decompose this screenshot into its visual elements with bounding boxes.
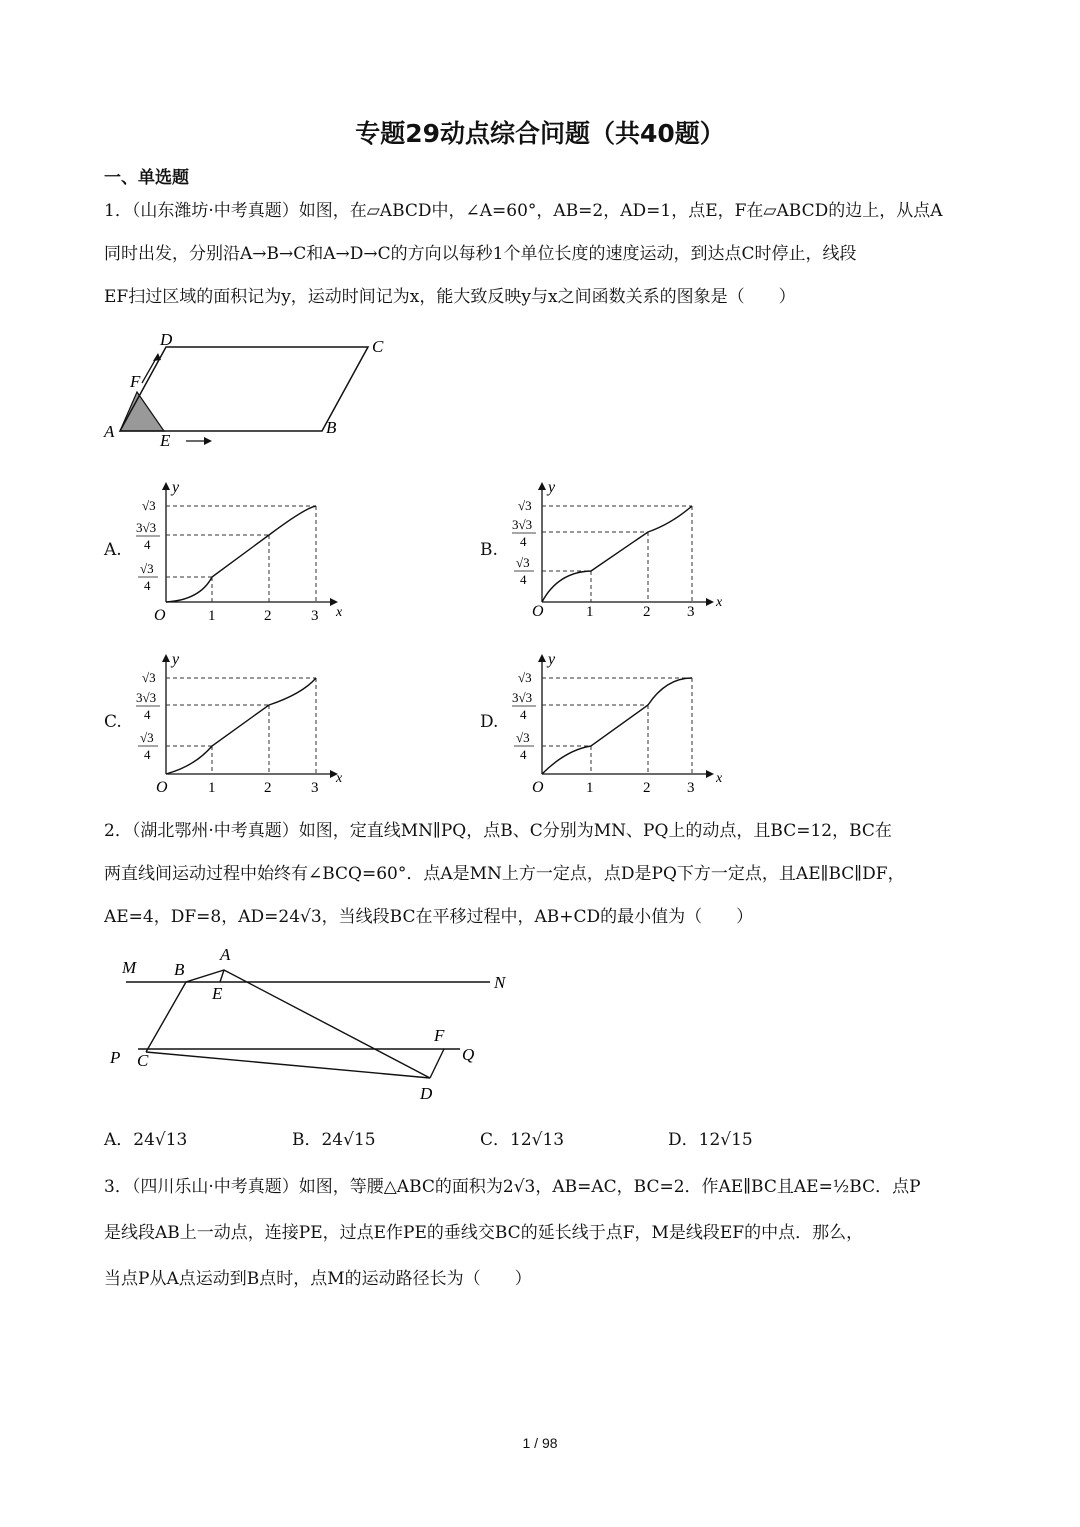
- tick-2: 2: [643, 780, 651, 796]
- origin-label: O: [532, 779, 544, 796]
- tick-3: 3: [687, 604, 695, 620]
- y-tick-sqrt3-4-num: √3: [140, 561, 154, 576]
- x-label: x: [716, 771, 723, 786]
- y-tick-sqrt3-4-den: 4: [144, 578, 151, 593]
- tick-2: 2: [643, 604, 651, 620]
- question-1-text: [104, 190, 984, 319]
- q2-line: 两直线间运动过程中始终有∠BCQ=60°．点A是MN上方一定点，点D是PQ下方一定点，且AE∥BC∥DF，: [104, 864, 905, 884]
- curve: [166, 506, 316, 602]
- q2-answer-a[interactable]: A．24√13: [104, 1130, 188, 1150]
- page-title: 专题29动点综合问题（共40题）: [355, 119, 725, 148]
- y-label: y: [548, 479, 556, 496]
- label-a: A: [104, 422, 115, 441]
- y-tick-3sqrt3-num: 3√3: [512, 517, 533, 532]
- q1-line: 1．（山东潍坊·中考真题）如图，在▱ABCD中，∠A=60°，AB=2，AD=1，点E，F在▱ABCD的边上，从点A: [104, 201, 943, 221]
- q3-line: 当点P从A点运动到B点时，点M的运动路径长为（ ）: [104, 1269, 532, 1289]
- tick-3: 3: [311, 608, 319, 624]
- option-c-label[interactable]: C.: [104, 712, 122, 732]
- curve: [542, 678, 692, 774]
- origin-label: O: [532, 603, 544, 620]
- tick-1: 1: [586, 780, 594, 796]
- y-arrow: [162, 482, 170, 490]
- q3-line: 是线段AB上一动点，连接PE，过点E作PE的垂线交BC的延长线于点F，M是线段EF的中点．那么，: [104, 1223, 864, 1243]
- tick-1: 1: [208, 608, 216, 624]
- label-f: F: [434, 1026, 445, 1045]
- label-b: B: [174, 960, 185, 979]
- y-tick-3sqrt3-den: 4: [520, 534, 527, 549]
- q1-line: EF扫过区域的面积记为y，运动时间记为x，能大致反映y与x之间函数关系的图象是（ ）: [104, 287, 796, 307]
- option-a-label[interactable]: A.: [104, 540, 122, 560]
- y-tick-sqrt3-4-num: √3: [516, 555, 530, 570]
- y-tick-sqrt3-4-num: √3: [516, 730, 530, 745]
- origin-label: O: [154, 607, 166, 624]
- label-c: C: [372, 337, 384, 356]
- path-c-b-a-d-c: [146, 970, 430, 1078]
- y-label: y: [172, 651, 180, 668]
- label-n: N: [494, 973, 506, 992]
- option-b-label[interactable]: B.: [480, 540, 498, 560]
- label-c: C: [137, 1051, 149, 1070]
- y-label: y: [548, 651, 556, 668]
- graph-d[interactable]: [506, 650, 726, 800]
- curve: [166, 678, 316, 774]
- y-tick-3sqrt3-num: 3√3: [512, 690, 533, 705]
- y-tick-sqrt3: √3: [142, 670, 156, 685]
- y-tick-sqrt3-4-den: 4: [520, 572, 527, 587]
- y-tick-3sqrt3-num: 3√3: [136, 690, 157, 705]
- y-tick-sqrt3-4-den: 4: [520, 747, 527, 762]
- x-label: x: [336, 605, 343, 620]
- label-d: D: [160, 330, 173, 349]
- tick-2: 2: [264, 780, 272, 796]
- origin-label: O: [156, 779, 168, 796]
- q2-figure: [100, 942, 520, 1102]
- curve: [542, 506, 692, 602]
- question-3-text: [104, 1164, 984, 1302]
- section-heading: 一、单选题: [104, 168, 189, 188]
- tick-3: 3: [687, 780, 695, 796]
- tick-1: 1: [586, 604, 594, 620]
- q2-answer-c[interactable]: C．12√13: [480, 1130, 565, 1150]
- graph-c[interactable]: [130, 650, 350, 800]
- label-p: P: [110, 1048, 121, 1067]
- option-d-label[interactable]: D.: [480, 712, 499, 732]
- q1-parallelogram-figure: [100, 325, 400, 455]
- q1-line: 同时出发，分别沿A→B→C和A→D→C的方向以每秒1个单位长度的速度运动，到达点C时停止，线段: [104, 244, 857, 264]
- y-tick-sqrt3-4-den: 4: [144, 747, 151, 762]
- y-tick-sqrt3: √3: [518, 670, 532, 685]
- q2-answer-d[interactable]: D．12√15: [668, 1130, 753, 1150]
- label-d: D: [420, 1084, 433, 1103]
- tick-3: 3: [311, 780, 319, 796]
- label-e: E: [212, 984, 223, 1003]
- q2-line: 2．（湖北鄂州·中考真题）如图，定直线MN∥PQ，点B、C分别为MN、PQ上的动点，且BC=12，BC在: [104, 821, 892, 841]
- label-b: B: [326, 418, 337, 437]
- graph-b[interactable]: [506, 478, 726, 628]
- page-number: 1 / 98: [522, 1435, 558, 1451]
- graph-a[interactable]: [130, 478, 350, 628]
- y-tick-3sqrt3-num: 3√3: [136, 520, 157, 535]
- y-tick-3sqrt3-den: 4: [520, 707, 527, 722]
- q3-line: 3．（四川乐山·中考真题）如图，等腰△ABC的面积为2√3，AB=AC，BC=2．作AE∥BC且AE=½BC．点P: [104, 1177, 921, 1197]
- label-q: Q: [462, 1045, 475, 1064]
- y-tick-sqrt3: √3: [518, 498, 532, 513]
- y-tick-3sqrt3-den: 4: [144, 707, 151, 722]
- y-label: y: [172, 479, 180, 496]
- label-m: M: [122, 958, 137, 977]
- arrow-e-head: [204, 437, 212, 445]
- label-f: F: [130, 372, 141, 391]
- label-a: A: [220, 945, 231, 964]
- segment-df: [430, 1049, 444, 1078]
- tick-2: 2: [264, 608, 272, 624]
- q2-line: AE=4，DF=8，AD=24√3，当线段BC在平移过程中，AB+CD的最小值为（ ）: [104, 907, 754, 927]
- y-tick-sqrt3-4-num: √3: [140, 730, 154, 745]
- y-tick-3sqrt3-den: 4: [144, 537, 151, 552]
- x-label: x: [716, 595, 723, 610]
- label-e: E: [160, 431, 171, 450]
- y-tick-sqrt3: √3: [142, 498, 156, 513]
- tick-1: 1: [208, 780, 216, 796]
- q2-answer-b[interactable]: B．24√15: [292, 1130, 376, 1150]
- question-2-text: [104, 810, 984, 939]
- shaded-triangle: [120, 392, 164, 431]
- x-label: x: [336, 771, 343, 786]
